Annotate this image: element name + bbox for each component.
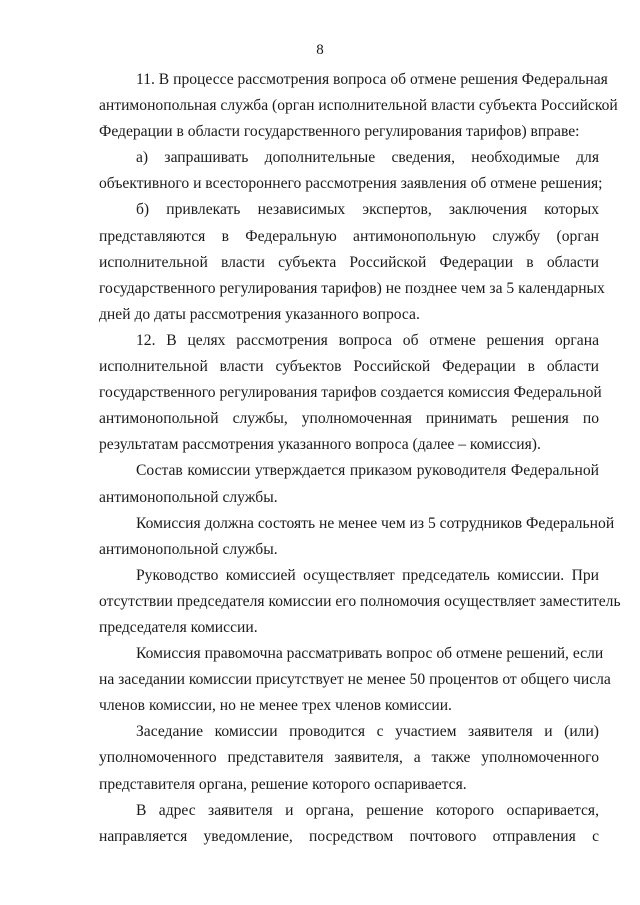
text-line: Руководство комиссией осуществляет председатель комиссии. При [136, 566, 599, 584]
text-line: Комиссия правомочна рассматривать вопрос об отмене решений, если [136, 645, 604, 663]
paragraph-11 [99, 67, 618, 145]
text-line: б) привлекать независимых экспертов, заключения которых [136, 201, 599, 219]
text-line: антимонопольной службы, уполномоченная принимать решения по [99, 410, 599, 428]
text-line: направляется уведомление, посредством почтового отправления с [99, 827, 599, 845]
text-line: антимонопольной службы. [99, 488, 278, 506]
text-line: отсутствии председателя комиссии его полномочия осуществляет заместитель [99, 592, 621, 610]
text-line: объективного и всестороннего рассмотрения заявления об отмене решения; [99, 175, 603, 193]
text-line: а) запрашивать дополнительные сведения, необходимые для [136, 149, 599, 167]
document-body [99, 67, 621, 850]
text-line: Федерации в области государственного регулирования тарифов) вправе: [99, 123, 580, 141]
paragraph-commission-meeting [99, 719, 599, 797]
page-number: 8 [316, 42, 324, 58]
paragraph-commission-size [99, 511, 615, 563]
paragraph-11-b [99, 197, 605, 327]
paragraph-commission-quorum [99, 641, 611, 719]
paragraph-commission-composition [99, 458, 599, 510]
text-line: уполномоченного представителя заявителя, а также уполномоченного [99, 749, 599, 767]
paragraph-notification [99, 798, 599, 850]
text-line: исполнительной власти субъектов Российской Федерации в области [99, 358, 599, 376]
paragraph-12 [99, 328, 602, 458]
paragraph-commission-chair [99, 563, 621, 641]
text-line: Состав комиссии утверждается приказом руководителя Федеральной [136, 462, 599, 480]
text-line: Заседание комиссии проводится с участием заявителя и (или) [136, 723, 599, 741]
text-line: председателя комиссии. [99, 618, 258, 636]
text-line: антимонопольная служба (орган исполнительной власти субъекта Российской [99, 97, 618, 115]
text-line: антимонопольной службы. [99, 540, 278, 558]
text-line: государственного регулирования тарифов) не позднее чем за 5 календарных [99, 279, 605, 297]
text-line: представляются в Федеральную антимонопольную службу (орган [99, 227, 599, 245]
paragraph-11-a [99, 145, 603, 197]
text-line: результатам рассмотрения указанного вопроса (далее – комиссия). [99, 436, 541, 454]
text-line: государственного регулирования тарифов создается комиссия Федеральной [99, 384, 602, 402]
text-line: представителя органа, решение которого оспаривается. [99, 775, 467, 793]
text-line: 11. В процессе рассмотрения вопроса об отмене решения Федеральная [136, 71, 608, 88]
text-line: исполнительной власти субъекта Российской Федерации в области [99, 253, 599, 271]
text-line: 12. В целях рассмотрения вопроса об отмене решения органа [136, 331, 599, 349]
text-line: на заседании комиссии присутствует не менее 50 процентов от общего числа [99, 671, 611, 689]
text-line: В адрес заявителя и органа, решение которого оспаривается, [136, 801, 599, 819]
text-line: Комиссия должна состоять не менее чем из 5 сотрудников Федеральной [136, 514, 615, 532]
text-line: членов комиссии, но не менее трех членов комиссии. [99, 697, 452, 715]
text-line: дней до даты рассмотрения указанного вопроса. [99, 305, 420, 323]
